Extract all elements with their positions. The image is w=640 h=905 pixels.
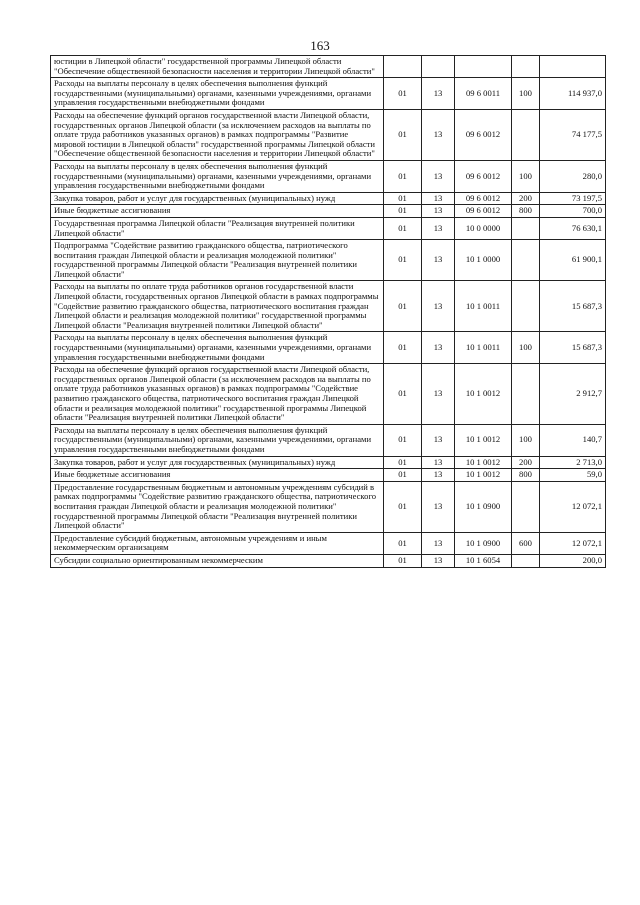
table-row	[51, 240, 606, 281]
table-row	[51, 554, 606, 567]
row-subsection: 13	[422, 281, 455, 332]
row-subsection: 13	[422, 217, 455, 239]
row-section: 01	[384, 109, 422, 160]
row-section: 01	[384, 217, 422, 239]
table-row	[51, 332, 606, 364]
row-expense-type	[512, 554, 540, 567]
row-name: Расходы на обеспечение функций органов государственной власти Липецкой области, государственных органов Липецкой области (за исключением расходов на выплаты по оплате труда работников указанных органов) в рамках подпрограммы "Содействие развитию гражданского общества, патриотического воспитания граждан Липецкой области и реализация молодежной политики" государственной программы Липецкой области "Реализация внутренней политики Липецкой области"	[51, 364, 384, 425]
row-section: 01	[384, 160, 422, 192]
row-amount: 15 687,3	[540, 281, 606, 332]
row-name: Расходы на обеспечение функций органов государственной власти Липецкой области, государственных органов Липецкой области (за исключением расходов на выплаты по оплате труда работников указанных органов) в рамках подпрограммы "Развитие мировой юстиции в Липецкой области" государственной программы Липецкой области "Обеспечение общественной безопасности населения и территории Липецкой области"	[51, 109, 384, 160]
row-expense-type: 600	[512, 532, 540, 554]
row-amount: 280,0	[540, 160, 606, 192]
row-section: 01	[384, 424, 422, 456]
table-row	[51, 456, 606, 469]
row-amount: 114 937,0	[540, 78, 606, 110]
row-amount: 12 072,1	[540, 481, 606, 532]
row-amount: 76 630,1	[540, 217, 606, 239]
row-target-code: 09 6 0012	[455, 192, 512, 205]
row-amount: 74 177,5	[540, 109, 606, 160]
table-row	[51, 160, 606, 192]
row-amount: 200,0	[540, 554, 606, 567]
row-subsection: 13	[422, 192, 455, 205]
table-row	[51, 532, 606, 554]
row-amount: 2 912,7	[540, 364, 606, 425]
table-row	[51, 364, 606, 425]
row-expense-type	[512, 240, 540, 281]
row-name: Предоставление государственным бюджетным и автономным учреждениям субсидий в рамках подпрограммы "Содействие развитию гражданского общества, патриотического воспитания граждан Липецкой области и реализация молодежной политики" государственной программы Липецкой области "Реализация внутренней политики Липецкой области"	[51, 481, 384, 532]
row-expense-type: 200	[512, 192, 540, 205]
table-row	[51, 205, 606, 218]
row-section: 01	[384, 240, 422, 281]
table-row	[51, 281, 606, 332]
row-target-code	[455, 56, 512, 78]
row-section: 01	[384, 281, 422, 332]
row-amount	[540, 56, 606, 78]
row-subsection: 13	[422, 160, 455, 192]
row-name: Государственная программа Липецкой области "Реализация внутренней политики Липецкой области"	[51, 217, 384, 239]
page-number: 163	[310, 38, 330, 53]
row-target-code: 10 0 0000	[455, 217, 512, 239]
row-target-code: 10 1 6054	[455, 554, 512, 567]
table-row	[51, 109, 606, 160]
budget-table	[50, 55, 606, 568]
row-amount: 700,0	[540, 205, 606, 218]
row-subsection: 13	[422, 532, 455, 554]
row-subsection: 13	[422, 554, 455, 567]
row-name: Расходы на выплаты персоналу в целях обеспечения выполнения функций государственными (муниципальными) органами, казенными учреждениями, органами управления государственными внебюджетными фондами	[51, 424, 384, 456]
row-name: Расходы на выплаты по оплате труда работников органов государственной власти Липецкой области, государственных органов Липецкой области в рамках подпрограммы "Содействие развитию гражданского общества, патриотического воспитания граждан Липецкой области и реализация молодежной политики" государственной программы Липецкой области "Реализация внутренней политики Липецкой области"	[51, 281, 384, 332]
row-amount: 59,0	[540, 469, 606, 482]
row-target-code: 09 6 0012	[455, 109, 512, 160]
row-expense-type	[512, 109, 540, 160]
table-row	[51, 481, 606, 532]
row-subsection: 13	[422, 332, 455, 364]
row-subsection: 13	[422, 469, 455, 482]
row-amount: 61 900,1	[540, 240, 606, 281]
row-expense-type	[512, 481, 540, 532]
row-amount: 12 072,1	[540, 532, 606, 554]
row-subsection: 13	[422, 205, 455, 218]
row-expense-type: 800	[512, 469, 540, 482]
row-target-code: 10 1 0012	[455, 469, 512, 482]
row-section: 01	[384, 205, 422, 218]
row-expense-type: 100	[512, 424, 540, 456]
row-subsection	[422, 56, 455, 78]
row-target-code: 10 1 0011	[455, 281, 512, 332]
row-name: юстиции в Липецкой области" государственной программы Липецкой области "Обеспечение общественной безопасности населения и территории Липецкой области"	[51, 56, 384, 78]
row-subsection: 13	[422, 481, 455, 532]
row-expense-type: 100	[512, 332, 540, 364]
table-row	[51, 424, 606, 456]
table-row	[51, 192, 606, 205]
row-name: Расходы на выплаты персоналу в целях обеспечения выполнения функций государственными (муниципальными) органами, казенными учреждениями, органами управления государственными внебюджетными фондами	[51, 332, 384, 364]
budget-table-body	[51, 56, 606, 568]
row-expense-type: 200	[512, 456, 540, 469]
row-section: 01	[384, 78, 422, 110]
row-section: 01	[384, 554, 422, 567]
row-amount: 73 197,5	[540, 192, 606, 205]
row-target-code: 10 1 0011	[455, 332, 512, 364]
row-target-code: 09 6 0012	[455, 205, 512, 218]
row-name: Закупка товаров, работ и услуг для государственных (муниципальных) нужд	[51, 456, 384, 469]
row-name: Субсидии социально ориентированным некоммерческим	[51, 554, 384, 567]
row-name: Предоставление субсидий бюджетным, автономным учреждениям и иным некоммерческим организациям	[51, 532, 384, 554]
row-amount: 15 687,3	[540, 332, 606, 364]
row-section: 01	[384, 481, 422, 532]
row-expense-type	[512, 217, 540, 239]
row-name: Закупка товаров, работ и услуг для государственных (муниципальных) нужд	[51, 192, 384, 205]
row-target-code: 09 6 0011	[455, 78, 512, 110]
row-subsection: 13	[422, 364, 455, 425]
row-section: 01	[384, 456, 422, 469]
row-expense-type: 100	[512, 160, 540, 192]
row-target-code: 10 1 0012	[455, 424, 512, 456]
table-row	[51, 469, 606, 482]
row-subsection: 13	[422, 240, 455, 281]
table-row	[51, 78, 606, 110]
row-name: Расходы на выплаты персоналу в целях обеспечения выполнения функций государственными (муниципальными) органами, казенными учреждениями, органами управления государственными внебюджетными фондами	[51, 160, 384, 192]
row-target-code: 09 6 0012	[455, 160, 512, 192]
row-name: Расходы на выплаты персоналу в целях обеспечения выполнения функций государственными (муниципальными) органами, казенными учреждениями, органами управления государственными внебюджетными фондами	[51, 78, 384, 110]
row-section	[384, 56, 422, 78]
row-subsection: 13	[422, 424, 455, 456]
row-target-code: 10 1 0000	[455, 240, 512, 281]
row-target-code: 10 1 0012	[455, 456, 512, 469]
row-section: 01	[384, 532, 422, 554]
row-target-code: 10 1 0012	[455, 364, 512, 425]
row-section: 01	[384, 469, 422, 482]
row-name: Иные бюджетные ассигнования	[51, 205, 384, 218]
row-subsection: 13	[422, 109, 455, 160]
row-expense-type	[512, 281, 540, 332]
row-expense-type	[512, 364, 540, 425]
row-target-code: 10 1 0900	[455, 481, 512, 532]
row-section: 01	[384, 192, 422, 205]
row-expense-type	[512, 56, 540, 78]
row-section: 01	[384, 332, 422, 364]
row-subsection: 13	[422, 78, 455, 110]
row-amount: 2 713,0	[540, 456, 606, 469]
row-name: Подпрограмма "Содействие развитию гражданского общества, патриотического воспитания граждан Липецкой области и реализация молодежной политики" государственной программы Липецкой области "Реализация внутренней политики Липецкой области"	[51, 240, 384, 281]
table-row	[51, 56, 606, 78]
table-row	[51, 217, 606, 239]
row-subsection: 13	[422, 456, 455, 469]
row-section: 01	[384, 364, 422, 425]
row-expense-type: 800	[512, 205, 540, 218]
row-name: Иные бюджетные ассигнования	[51, 469, 384, 482]
row-amount: 140,7	[540, 424, 606, 456]
row-expense-type: 100	[512, 78, 540, 110]
row-target-code: 10 1 0900	[455, 532, 512, 554]
